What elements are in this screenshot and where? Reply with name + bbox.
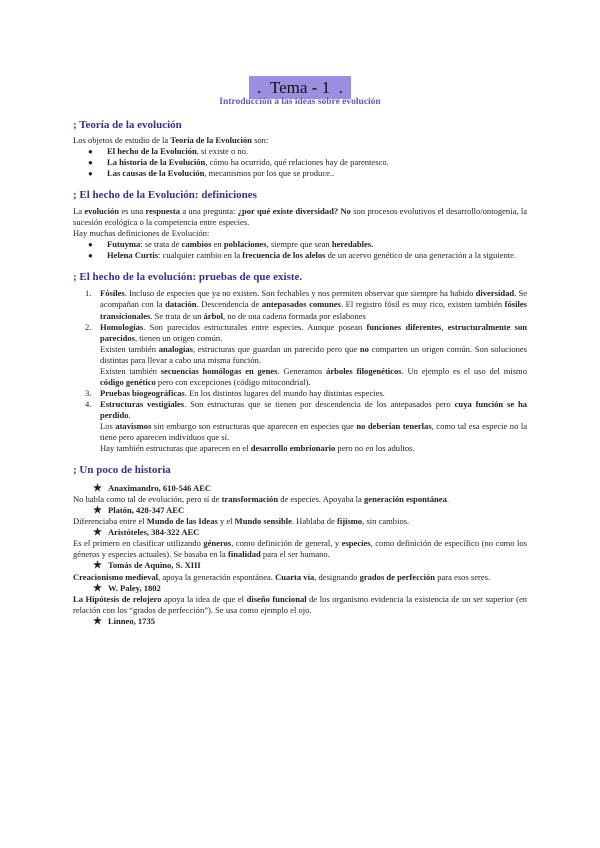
numbered-list (73, 288, 527, 454)
section-heading: ; El hecho de la Evolución: definiciones (73, 189, 257, 202)
history-entry-heading: ★ Platón, 428-347 AEC (93, 505, 185, 517)
star-icon: ★ (93, 582, 102, 594)
history-entry-heading: ★ Anaximandro, 610-546 AEC (93, 483, 212, 495)
paragraph: Los objetos de estudio de la Teoría de la Evolución son: (73, 135, 269, 145)
history-entry-heading: ★ Linneo, 1735 (93, 615, 155, 627)
list-item: 1. Fósiles. Incluso de especies que ya no existen. Son fechables y nos permiten observar que siempre ha habido diversidad. Se acompañan con la datación. Descendencia de antepasados comunes. El registro fósil es muy rico, existen también fósiles transicionales. Se trata de un árbol, no de una cadena formada por eslabones (85, 288, 528, 321)
paragraph: Hay muchas definiciones de Evolución: (73, 228, 210, 239)
list-item: 3. Pruebas biogeográficas. En los distintos lugares del mundo hay distintas especies. (85, 387, 385, 398)
star-icon: ★ (93, 505, 102, 517)
list-item: ● Futuyma: se trata de cambios en poblaciones, siempre que sean heredables. (107, 239, 527, 250)
star-icon: ★ (93, 615, 102, 627)
history-entry-heading: ★ Tomás de Aquino, S. XIII (93, 560, 201, 572)
history-entry-heading: ★ W. Paley, 1802 (93, 582, 161, 594)
page-subtitle: Introducción a las ideas sobre evolución (219, 97, 381, 107)
list-item: ● Helena Curtis: cualquier cambio en la frecuencia de los alelos de un acervo genético de una generación a la siguiente. (107, 250, 527, 261)
section-heading: ; El hecho de la evolución: pruebas de que existe. (73, 271, 303, 284)
title-highlight: . Tema - 1 . (249, 76, 351, 99)
list-item: ● La historia de la Evolución, cómo ha ocurrido, qué relaciones hay de parentesco. (107, 157, 527, 168)
paragraph: Diferenciaba entre el Mundo de las Ideas y el Mundo sensible. Hablaba de fijismo, sin cambios. (73, 516, 410, 527)
star-icon: ★ (93, 560, 102, 572)
paragraph: Es el primero en clasificar utilizando géneros, como definición de general, y especies, como definición de específico (no como los géneros y especies actuales). Se basaba en la finalidad para el ser humano. (73, 538, 527, 560)
list-item: 2. Homologías. Son parecidos estructurales entre especies. Aunque posean funciones diferentes, estructuralmente son parecidos, tienen un origen común. Existen también analogías, estructuras que guardan un parecido pero que no comparten un origen común. Son soluciones distintas para llevar a cabo una misma función. Existen también secuencias homólogas en genes. Generamos árboles filogenéticos. Un ejemplo es el uso del mismo código genético pero con excepciones (código mitocondrial). (85, 321, 527, 387)
paragraph: La Hipótesis de relojero apoya la idea de que el diseño funcional de los organismo evidencia la existencia de un ser superior (en relación con los “grados de perfección”). Se usa como ejemplo el ojo. (73, 593, 528, 615)
section-heading: ; Teoría de la evolución (73, 119, 182, 131)
document-body (73, 118, 527, 627)
section-heading: ; Un poco de historia (73, 464, 171, 477)
star-icon: ★ (93, 483, 102, 495)
list-item: ● Las causas de la Evolución, mecanismos por los que se produce.. (107, 168, 527, 179)
list-item: ● El hecho de la Evolución, si existe o no. (107, 146, 527, 157)
paragraph: La evolución es una respuesta a una pregunta: ¿por qué existe diversidad? No son procesos evolutivos el desarrollo/ontogenia, la sucesión ecológica o la competencia entre especies. (73, 206, 527, 228)
bullet-list (73, 146, 527, 179)
page-title (0, 78, 600, 98)
paragraph: No habla como tal de evolución, pero sí de transformación de especies. Apoyaba la generación espontánea. (73, 494, 449, 505)
star-icon: ★ (93, 527, 102, 539)
paragraph: Creacionismo medieval, apoya la generación espontánea. Cuarta vía, designando grados de perfección para esos seres. (73, 571, 491, 582)
history-entry-heading: ★ Aristóteles, 384-322 AEC (93, 527, 200, 539)
bullet-list (73, 239, 527, 261)
list-item: 4. Estructuras vestigiales. Son estructuras que se tienen por descendencia de los antepasados pero cuya función se ha perdido. Los atavismos sin embargo son estructuras que aparecen en especies que no deberían tenerlas, como tal esa especie no la tiene pero aparecen individuos que sí. Hay también estructuras que aparecen en el desarrollo embrionario pero no en los adultos. (85, 398, 527, 454)
